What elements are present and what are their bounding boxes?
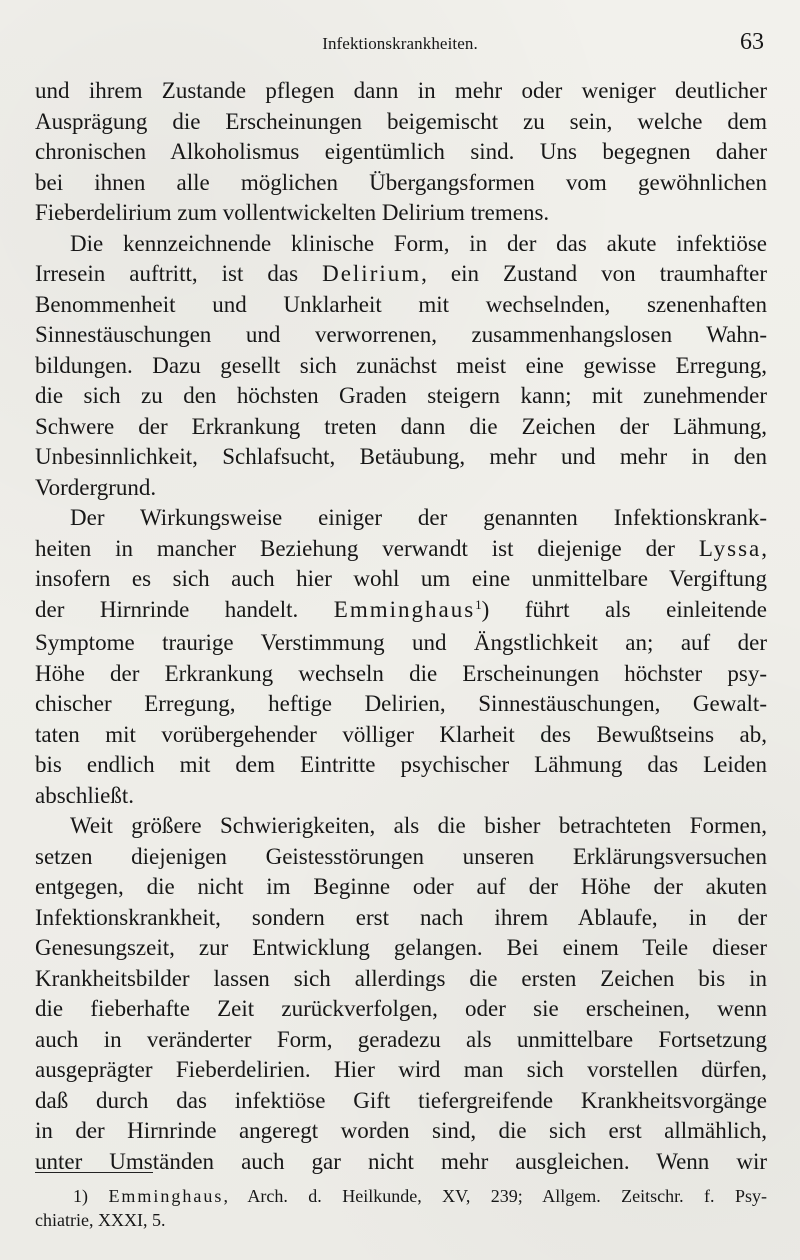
text-line: Infektionskrankheit, sondern erst nach ihrem Ablaufe, in der [35,904,767,930]
footnote-divider [35,1172,153,1173]
text-line: daß durch das infektiöse Gift tiefergreifende Krankheitsvorgänge [35,1087,767,1113]
text-line: in der Hirnrinde angeregt worden sind, die sich erst allmählich, [35,1118,767,1143]
text-line: auch in veränderter Form, geradezu als unmittelbare Fortsetzung [35,1026,767,1052]
text-line: setzen diejenigen Geistesstörungen unseren Erklärungsversuchen [35,843,767,869]
text-line: bei ihnen alle möglichen Übergangsformen vom gewöhnlichen [35,169,767,195]
paragraph-3 [35,503,767,811]
text-line: bis endlich mit dem Eintritte psychischer Lähmung das Leiden [35,752,767,777]
text-line: Krankheitsbilder lassen sich allerdings die ersten Zeichen bis in [35,965,767,991]
text-line: Fieberdelirium zum vollentwickelten Delirium tremens. [35,200,550,225]
text-segment: heiten in mancher Beziehung verwandt ist diejenige der [35,535,699,561]
text-line: ausgeprägter Fieberdelirien. Hier wird man sich vorstellen dürfen, [35,1057,767,1082]
text-line: Die kennzeichnende klinische Form, in der das akute infektiöse [70,230,767,256]
text-line: die sich zu den höchsten Graden steigern kann; mit zunehmender [35,383,767,408]
footnote-reference: 1 [475,596,482,612]
text-segment: Irresein auftritt, ist das [35,261,323,286]
text-line: insofern es sich auch hier wohl um eine unmittelbare Vergiftung [35,566,767,591]
text-line: Ausprägung die Erscheinungen beigemischt zu sein, welche dem [35,108,767,134]
text-line: taten mit vorübergehender völliger Klarheit des Bewußtseins ab, [35,721,767,747]
text-line: unter Umständen auch gar nicht mehr ausgleichen. Wenn wir [35,1148,767,1174]
text-line: entgegen, die nicht im Beginne oder auf der Höhe der akuten [35,874,767,899]
text-line: Der Wirkungsweise einiger der genannten Infektionskrank- [70,505,767,530]
text-line: Symptome traurige Verstimmung und Ängstlichkeit an; auf der [35,630,767,655]
author-name: Emminghaus [333,596,476,622]
footnote-author: Emminghaus [108,1186,224,1206]
text-line: Sinnestäuschungen und verworrenen, zusammenhangslosen Wahn- [35,322,767,347]
running-header [0,28,800,68]
text-line: chischer Erregung, heftige Delirien, Sinnestäuschungen, Gewalt- [35,691,767,716]
running-title: Infektionskrankheiten. [322,34,478,53]
footnote-citation: , Arch. d. Heilkunde, XV, 239; Allgem. Zeitschr. f. Psy- [223,1186,767,1206]
footnote-line [35,1184,767,1208]
text-line: chronischen Alkoholismus eigentümlich sind. Uns begegnen daher [35,139,767,164]
text-line: Vordergrund. [35,474,157,500]
text-line: und ihrem Zustande pflegen dann in mehr oder weniger deutlicher [35,78,767,103]
emphasized-term: Lyssa [698,535,762,561]
text-line-with-emphasis [35,534,767,565]
emphasized-term: Delirium [322,261,422,286]
main-text [35,76,767,1177]
text-line-with-emphasis [35,259,767,290]
text-line: Benommenheit und Unklarheit mit wechselnden, szenenhaften [35,291,767,317]
text-segment: ) führt als einleitende [481,596,767,622]
text-segment: , ein Zustand von traumhafter [421,261,767,286]
text-line: Genesungszeit, zur Entwicklung gelangen. Bei einem Teile dieser [35,935,767,960]
text-line: Weit größere Schwierigkeiten, als die bisher betrachteten Formen, [70,813,767,838]
text-line: abschließt. [35,782,134,808]
text-line: die fieberhafte Zeit zurückverfolgen, oder sie erscheinen, wenn [35,996,767,1021]
text-line-with-footnote-reference [35,595,767,629]
footnotes [35,1184,767,1232]
footnote-marker: 1) [73,1186,88,1206]
text-line: bildungen. Dazu gesellt sich zunächst meist eine gewisse Erregung, [35,352,767,378]
paragraph-4 [35,811,767,1177]
text-line: Schwere der Erkrankung treten dann die Zeichen der Lähmung, [35,413,767,439]
text-line: Unbesinnlichkeit, Schlafsucht, Betäubung, mehr und mehr in den [35,444,767,469]
text-segment: , [761,535,767,561]
paragraph-1 [35,76,767,229]
footnote-line: chiatrie, XXXI, 5. [35,1210,166,1230]
page-number: 63 [740,29,764,55]
text-line: Höhe der Erkrankung wechseln die Erscheinungen höchster psy- [35,660,767,686]
text-segment: der Hirnrinde handelt. [35,596,334,622]
paragraph-2 [35,229,767,504]
